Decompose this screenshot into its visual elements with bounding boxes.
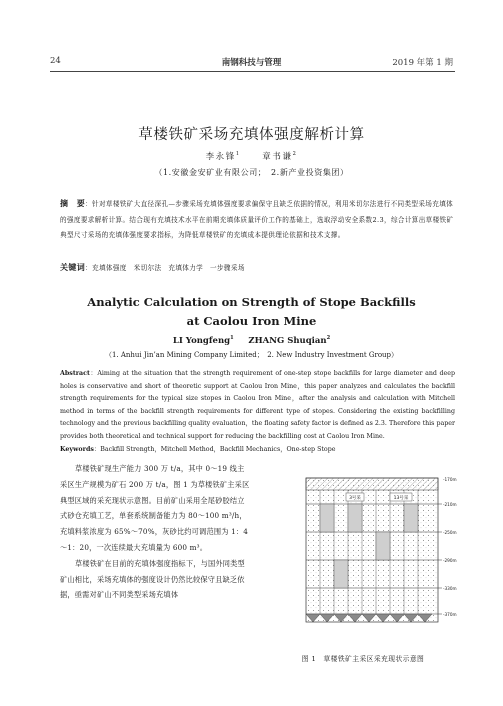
en-author-1: LI Yongfeng (172, 335, 231, 346)
en-abstract (60, 368, 455, 444)
cn-abstract-label: 摘 要 (60, 199, 86, 208)
cn-author-1-sup: 1 (235, 151, 241, 158)
cn-title: 草楼铁矿采场充填体强度解析计算 (138, 127, 365, 143)
en-author-2-sup: 2 (326, 335, 331, 341)
cn-keywords-label: 关键词 (60, 263, 86, 272)
header-rule (50, 71, 455, 72)
en-author-1-sup: 1 (230, 335, 234, 341)
page-number: 24 (50, 56, 61, 66)
level-label: -210m (443, 502, 457, 507)
cn-abstract (60, 196, 455, 244)
en-authors (0, 335, 503, 346)
level-label: -250m (443, 530, 457, 535)
mine-section-frame (306, 478, 438, 622)
level-labels (443, 477, 457, 617)
cn-author-2: 章书谦 (262, 152, 293, 162)
body-paragraph-2: 草楼铁矿在目前的充填体强度指标下，与国外同类型矿山相比，采场充填体的强度设计仍然比较保守且缺乏依据，亟需对矿山不同类型采场充填体 (60, 558, 245, 600)
level-label: -170m (443, 477, 457, 482)
en-abstract-label: Abstract (60, 370, 90, 377)
en-keywords-label: Keywords (60, 446, 94, 453)
body-paragraph-1: 草楼铁矿现生产能力 300 万 t/a，其中 0～19 线主采区生产规模为矿石 200 万 t/a，图 1 为草楼铁矿主采区典型区域的采充现状示意图。目前矿山采用全尾砂胶结立式砂仓充填工艺，单套系统制备能力为 80～100 m³/h，充填料浆浓度为 65%～70%，灰砂比约可调范围为 1：4～1：20，一次连续最大充填量为 600 m³。 (60, 464, 250, 552)
en-author-2: ZHANG Shuqian (248, 335, 327, 346)
cn-affiliation: （1.安徽金安矿业有限公司； 2.新产业投资集团） (154, 168, 349, 177)
en-abstract-text: ：Aiming at the situation that the strength requirement of one-step stope backfills for large diameter and deep holes is conservative and short of theoretic support at Caolou Iron Mine，this paper analyzes and calculates the backfill strength requirements for the typical size stopes in Caolou Iron Mine，after the analysis and calculation with Mitchell method in terms of the backfill strength requirements for different type of stopes. Considering the existing backfilling technology and the previous backfilling quality evaluation，the floating safety factor is defined as 2.3. Therefore this paper provides both theoretical and technical support for reducing the backfilling cost at Caolou Iron Mine. (60, 370, 455, 440)
stope-label-1: 3号采 (349, 496, 361, 501)
cn-author-1: 李永锋 (205, 152, 236, 162)
en-keywords (60, 444, 455, 453)
level-label: -290m (443, 558, 457, 563)
cn-authors (0, 150, 503, 162)
stope-label-2: 13号采 (393, 496, 409, 501)
journal-name: 南钢科技与管理 (221, 58, 282, 68)
cn-keywords-text: ：充填体强度 米切尔法 充填体力学 一步骤采场 (85, 264, 245, 272)
en-keywords-text: ：Backfill Strength，Mitchell Method，Backfill Mechanics，One-step Stope (93, 446, 336, 453)
level-label: -330m (443, 586, 457, 591)
en-affiliation: （1. Anhui Jin’an Mining Company Limited； 2. New Industry Investment Group） (104, 351, 399, 359)
en-title (0, 293, 503, 331)
en-title-line-2: at Caolou Iron Mine (186, 314, 317, 328)
figure-1-diagram (292, 474, 462, 626)
en-title-line-1: Analytic Calculation on Strength of Stope Backfills (87, 295, 416, 309)
level-label: -370m (443, 612, 457, 617)
issue-label: 2019 年第 1 期 (392, 58, 453, 68)
cn-abstract-text: ：针对草楼铁矿大直径深孔—步骤采场充填体强度要求偏保守且缺乏依据的情况，利用米切尔法进行不同类型采场充填体的强度要求解析计算。结合现有充填技术水平在前期充填体质量评价工作的基础上，选取浮动安全系数2.3，综合计算出草楼铁矿典型尺寸采场的充填体强度要求指标，为降低草楼铁矿的充填成本提供理论依据和技术支撑。 (60, 200, 454, 239)
cn-keywords (60, 262, 455, 273)
cn-author-2-sup: 2 (292, 151, 298, 158)
body-text (60, 461, 250, 603)
hatched-rock-band (306, 478, 438, 490)
figure-1-caption: 图 1 草楼铁矿主采区采充现状示意图 (301, 655, 425, 663)
